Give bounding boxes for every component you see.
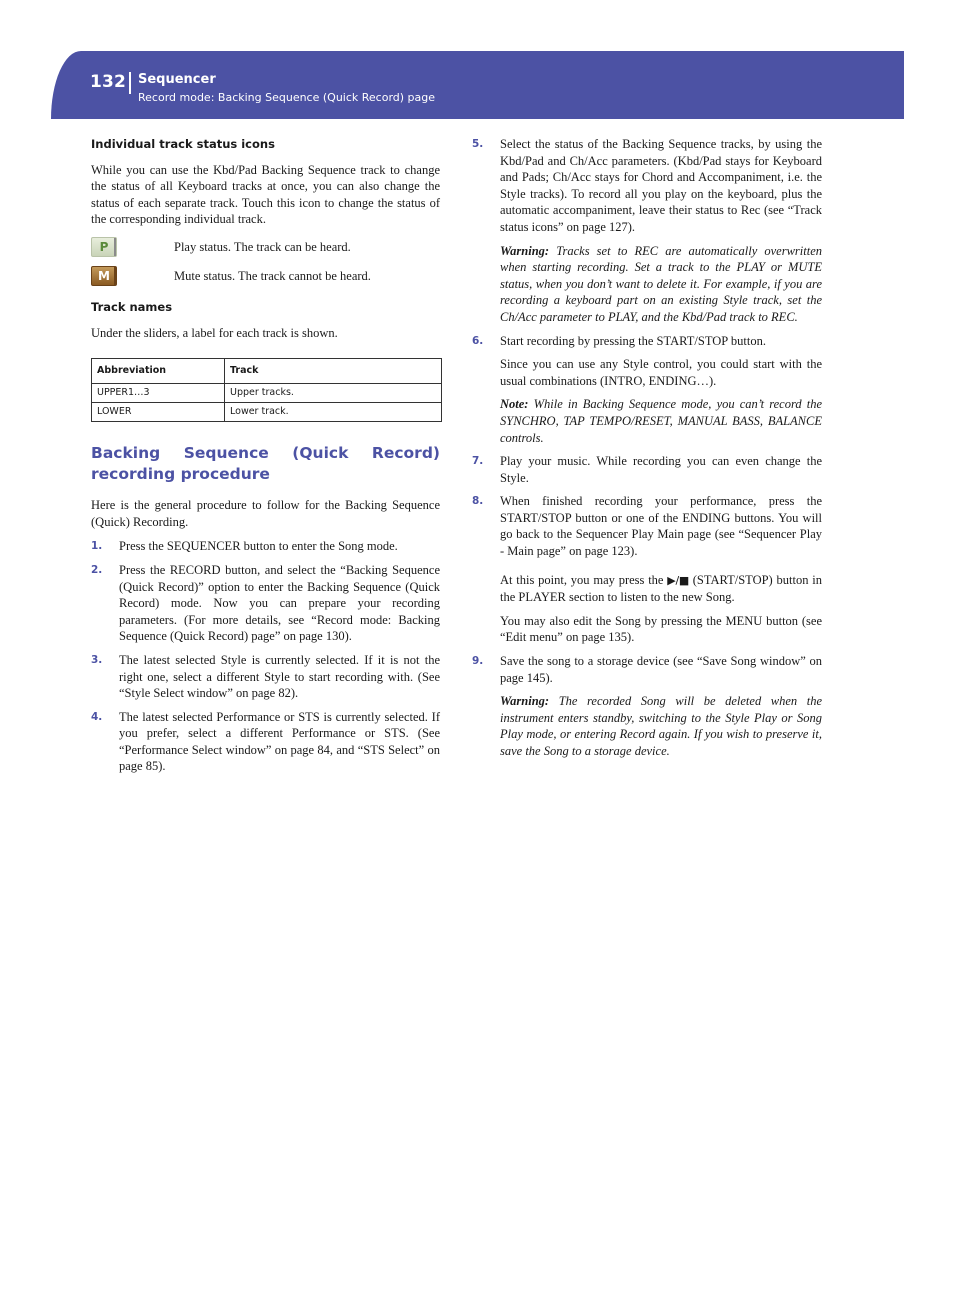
- step-number: 4.: [91, 710, 103, 723]
- play-status-description: Play status. The track can be heard.: [174, 239, 351, 254]
- mute-status-icon: [91, 266, 117, 286]
- table-header-abbreviation: Abbreviation: [92, 359, 225, 384]
- table-cell: UPPER1…3: [92, 384, 225, 403]
- step-text: When finished recording your performance, press the START/STOP button or one of the ENDING buttons. You will go back to the Sequencer Play Main page (see “Sequencer Play - Main page” on page 123).: [500, 494, 822, 559]
- warning-label: Warning:: [500, 694, 550, 709]
- mute-status-description: Mute status. The track cannot be heard.: [174, 268, 371, 283]
- step-number: 5.: [472, 138, 484, 150]
- table-cell: Lower track.: [225, 403, 442, 422]
- step-text: Save the song to a storage device (see “Save Song window” on page 145).: [500, 654, 822, 685]
- list-item: [91, 709, 440, 775]
- track-names-text: Under the sliders, a label for each track is shown.: [91, 325, 338, 340]
- start-stop-icon: ▶/■: [667, 573, 689, 587]
- page-number: 132: [90, 72, 127, 92]
- step-text: The latest selected Performance or STS is currently selected. If you prefer, select a different Performance or STS. (See “Performance Select window” on page 84, and “STS Select” on page 85).: [119, 709, 440, 774]
- mute-status-glyph: M: [98, 268, 110, 283]
- step-text: Start recording by pressing the START/STOP button.: [500, 333, 766, 348]
- warning-text: The recorded Song will be deleted when the instrument enters standby, switching to the Style Play or Song Play mode, or entering Record again. If you wish to preserve it, save the Song to a storage device.: [500, 694, 823, 758]
- section-title: Sequencer: [138, 72, 216, 87]
- section-subtitle: Record mode: Backing Sequence (Quick Record) page: [138, 91, 436, 104]
- list-item: [91, 562, 440, 645]
- list-item: [472, 653, 822, 760]
- table-header-track: Track: [225, 359, 442, 384]
- step-text: The latest selected Style is currently selected. If it is not the right one, select a different Style to start recording with. (See “Style Select window” on page 82).: [119, 652, 440, 701]
- step-extra-after: (START/STOP) button in the PLAYER section to listen to the new Song.: [500, 572, 822, 605]
- step-text: Select the status of the Backing Sequence tracks, by using the Kbd/Pad and Ch/Acc parameters. (Kbd/Pad stays for Keyboard and Pads; Ch/Acc stays for Chord and Accompaniment, i.e. the Style tracks). To record all you play on the keyboard, plus the automatic accompaniment, leave their status to Rec (see “Track status icons” on page 127).: [500, 137, 822, 234]
- play-status-row: [91, 236, 440, 258]
- step-number: 6.: [472, 334, 484, 347]
- warning-text: Tracks set to REC are automatically overwritten when starting recording. Set a track to the PLAY or MUTE status, when you don’t want to delete it. For example, if you are recording a keyboard part on an existing Style track, set the Ch/Acc parameter to PLAY, and the Kbd/Pad track to REC.: [500, 243, 823, 324]
- step-extra-before: At this point, you may press the: [500, 572, 664, 587]
- table-row: [92, 384, 442, 403]
- right-column: [472, 136, 822, 767]
- table-header-row: [92, 359, 442, 384]
- step-number: 8.: [472, 495, 484, 508]
- play-status-glyph: P: [99, 239, 109, 254]
- warning-note: [500, 243, 822, 326]
- procedure-steps-left: [91, 538, 440, 775]
- step-extra-text: Since you can use any Style control, you could start with the usual combinations (INTRO, ENDING…).: [500, 357, 822, 388]
- list-item: [91, 538, 440, 555]
- step-number: 2.: [91, 563, 103, 576]
- left-column: [91, 136, 440, 782]
- list-item: [472, 136, 822, 326]
- mute-status-row: [91, 265, 440, 287]
- step-text: Press the RECORD button, and select the “Backing Sequence (Quick Record)” option to enter the Backing Sequence (Quick Record) mode. Now you can prepare your recording parameters. (For more details, see “Record mode: Backing Sequence (Quick Record) page” on page 130).: [119, 562, 440, 644]
- step-number: 7.: [472, 455, 484, 468]
- step-text: Press the SEQUENCER button to enter the Song mode.: [119, 539, 398, 554]
- play-status-icon: [91, 237, 117, 257]
- list-item: [91, 652, 440, 702]
- table-cell: Upper tracks.: [225, 384, 442, 403]
- step-text: Play your music. While recording you can even change the Style.: [500, 454, 822, 485]
- note-text: While in Backing Sequence mode, you can’t record the SYNCHRO, TAP TEMPO/RESET, MANUAL BASS, BALANCE controls.: [500, 397, 823, 445]
- note: [500, 396, 822, 446]
- table-cell: LOWER: [92, 403, 225, 422]
- note-label: Note:: [500, 397, 529, 412]
- status-icons-heading: Individual track status icons: [91, 137, 275, 151]
- list-item: [472, 493, 822, 646]
- list-item: [472, 333, 822, 447]
- procedure-title: Backing Sequence (Quick Record) recording procedure: [91, 444, 440, 484]
- step-extra-text: [500, 572, 822, 606]
- list-item: [472, 453, 822, 486]
- warning-note: [500, 693, 822, 759]
- track-names-table: [91, 358, 442, 422]
- table-row: [92, 403, 442, 422]
- header-divider: [129, 72, 131, 94]
- track-names-heading: Track names: [91, 299, 173, 314]
- status-icons-intro: While you can use the Kbd/Pad Backing Sequence track to change the status of all Keyboard tracks at once, you can also change the status of each separate track. Touch this icon to change the status of the corresponding individual track.: [91, 162, 440, 227]
- step-extra-text: You may also edit the Song by pressing the MENU button (see “Edit menu” on page 135).: [500, 613, 822, 645]
- step-number: 1.: [91, 540, 103, 553]
- step-number: 9.: [472, 655, 484, 668]
- procedure-intro: Here is the general procedure to follow for the Backing Sequence (Quick) Recording.: [91, 498, 440, 529]
- step-number: 3.: [91, 653, 103, 666]
- procedure-steps-right: [472, 136, 822, 760]
- warning-label: Warning:: [500, 243, 550, 258]
